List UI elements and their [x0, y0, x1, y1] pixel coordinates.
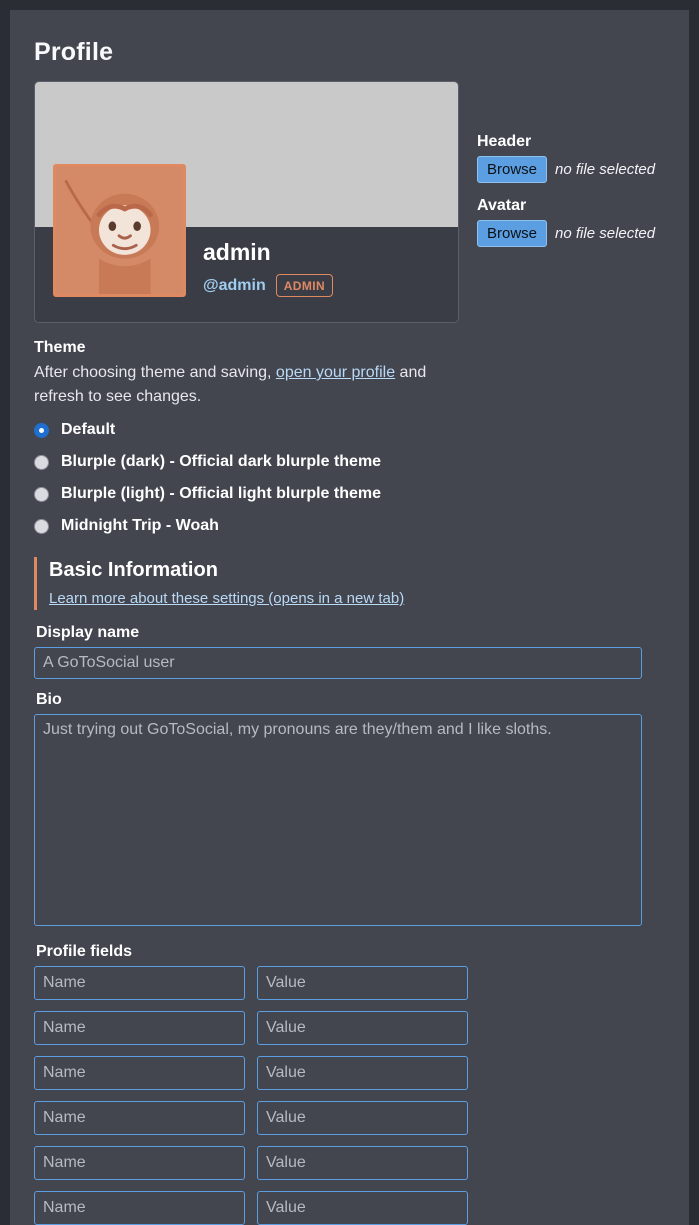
avatar-upload-label: Avatar [477, 197, 527, 214]
preview-handle-row [203, 274, 333, 297]
header-browse-button[interactable]: Browse [477, 156, 547, 183]
profile-field-row [34, 1191, 665, 1225]
profile-field-row [34, 1146, 665, 1180]
avatar-browse-button[interactable]: Browse [477, 220, 547, 247]
profile-settings-panel [10, 10, 689, 1225]
open-your-profile-link[interactable]: open your profile [275, 364, 396, 381]
profile-field-row [34, 1101, 665, 1135]
profile-field-name-input[interactable] [34, 1146, 245, 1180]
radio-icon-midnight-trip[interactable] [34, 519, 49, 534]
theme-help-text [34, 361, 464, 409]
profile-field-name-input[interactable] [34, 1101, 245, 1135]
radio-icon-default[interactable] [34, 423, 49, 438]
display-name-input[interactable] [34, 647, 642, 679]
profile-field-value-input[interactable] [257, 1146, 468, 1180]
theme-option-blurple-dark[interactable] [34, 453, 665, 471]
theme-help-after: and refresh to see changes. [34, 364, 427, 405]
profile-field-name-input[interactable] [34, 1011, 245, 1045]
theme-option-label: Blurple (light) - Official light blurple theme [61, 485, 381, 502]
profile-field-row [34, 966, 665, 1000]
profile-field-row [34, 1011, 665, 1045]
profile-name-block [203, 239, 333, 297]
header-upload-label: Header [477, 133, 532, 150]
theme-help-before: After choosing theme and saving, [34, 364, 276, 381]
avatar-upload-group [477, 197, 655, 247]
profile-field-value-input[interactable] [257, 1101, 468, 1135]
profile-field-name-input[interactable] [34, 1056, 245, 1090]
header-upload-group [477, 133, 655, 183]
profile-fields-label: Profile fields [36, 943, 133, 960]
theme-radio-group [34, 421, 665, 535]
profile-preview-row [34, 81, 665, 323]
profile-field-row [34, 1056, 665, 1090]
radio-icon-blurple-dark[interactable] [34, 455, 49, 470]
profile-field-value-input[interactable] [257, 1056, 468, 1090]
bio-textarea[interactable] [34, 714, 642, 926]
theme-option-label: Blurple (dark) - Official dark blurple theme [61, 453, 382, 470]
page-title: Profile [34, 38, 114, 66]
learn-more-link[interactable]: Learn more about these settings (opens in a new tab) [49, 590, 405, 607]
avatar [53, 164, 186, 297]
theme-option-blurple-light[interactable] [34, 485, 665, 503]
theme-option-midnight-trip[interactable] [34, 517, 665, 535]
avatar-file-status: no file selected [555, 225, 656, 242]
profile-field-value-input[interactable] [257, 1011, 468, 1045]
theme-label: Theme [34, 339, 86, 356]
profile-fields-rows [34, 966, 665, 1225]
preview-display-name: admin [203, 239, 271, 265]
profile-field-value-input[interactable] [257, 1191, 468, 1225]
theme-option-label: Midnight Trip - Woah [61, 517, 219, 534]
theme-option-label: Default [61, 421, 116, 438]
basic-information-heading: Basic Information [49, 559, 218, 581]
header-upload-row [477, 156, 655, 183]
profile-field-value-input[interactable] [257, 966, 468, 1000]
status-badge: ADMIN [276, 274, 333, 297]
preview-handle: @admin [203, 276, 266, 294]
radio-icon-blurple-light[interactable] [34, 487, 49, 502]
basic-information-fieldset [34, 557, 665, 610]
profile-preview-card [34, 81, 459, 323]
theme-option-default[interactable] [34, 421, 665, 439]
sloth-avatar-icon [56, 167, 183, 294]
header-file-status: no file selected [555, 161, 656, 178]
profile-field-name-input[interactable] [34, 966, 245, 1000]
upload-controls [477, 81, 655, 261]
display-name-label: Display name [36, 624, 140, 641]
avatar-upload-row [477, 220, 655, 247]
profile-field-name-input[interactable] [34, 1191, 245, 1225]
bio-label: Bio [36, 691, 62, 708]
